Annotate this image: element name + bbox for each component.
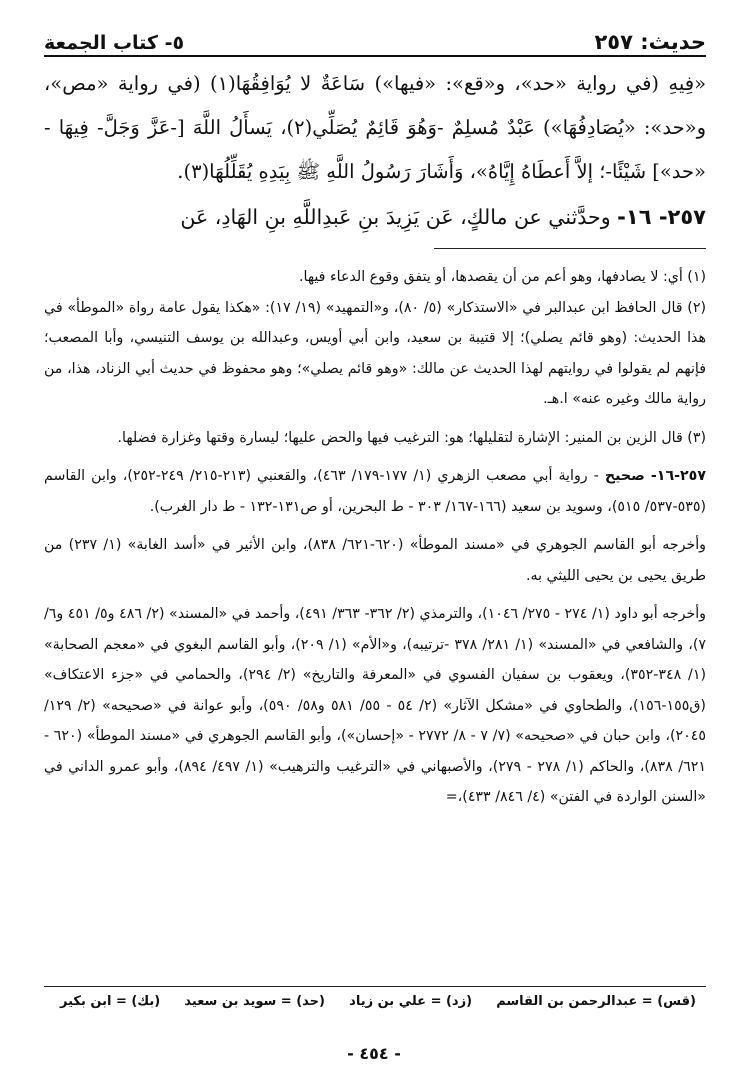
takhrij-para2: وأخرجه أبو القاسم الجوهري في «مسند الموطأ» (٦٢٠-٦٢١/ ٨٣٨)، وابن الأثير في «أسد الغابة» (١/ ٢٣٧) من طريق يحيى بن يحيى الليثي به. xyxy=(44,537,707,584)
abbreviations-legend xyxy=(60,994,696,1022)
abbr-zd: (زد) = علي بن زياد xyxy=(349,994,473,1009)
hadith-isnad: وحدَّثني عن مالكٍ، عَن يَزِيدَ بنِ عَبدِاللَّهِ بنِ الهَادِ، عَن xyxy=(180,205,611,229)
abbr-hd: (حد) = سويد بن سعيد xyxy=(184,994,325,1009)
page-number: - ٤٥٤ - xyxy=(347,1044,401,1063)
footnote-1: (١) أي: لا يصادفها، وهو أعم من أن يقصدها، أو يتفق وقوع الدعاء فيها. xyxy=(299,269,706,285)
hadith-text-para2 xyxy=(44,195,706,239)
takhrij-para3: وأخرجه أبو داود (١/ ٢٧٤ - ٢٧٥/ ١٠٤٦)، والترمذي (٢/ ٣٦٢- ٣٦٣/ ٤٩١)، وأحمد في «المسند» (٢/ ٤٨٦ و٥/ ٤٥١ و٦/ ٧)، والشافعي في «المسند» (١/ ٢٨١/ ٣٧٨ -ترتيبه)، و«الأم» (١/ ٢٠٩)، وأبو القاسم البغوي في «معجم الصحابة» (١/ ٣٤٨-٣٥٢)، ويعقوب بن سفيان الفسوي في «المعرفة والتاريخ» (٢/ ٢٩٤)، والحمامي في «جزء الاعتكاف» (ق١٥٥-١٥٦)، والطحاوي في «مشكل الآثار» (٢/ ٥٤ - ٥٥/ ٥٨١ و٥٨/ ٥٩٠)، وأبو عوانة في «صحيحه» (٢/ ١٢٩/ ٢٠٤٥)، وابن حبان في «صحيحه» (٧/ ٧ - ٨/ ٢٧٧٢ - «إحسان»)، وأبو القاسم الجوهري في «مسند الموطأ» (٦٢٠ - ٦٢١/ ٨٣٨)، والحاكم (١/ ٢٧٨ - ٢٧٩)، والأصبهاني في «الترغيب والترهيب» (١/ ٤٩٧/ ٨٩٤)، وأبو عمرو الداني في «السنن الواردة في الفتن» (٤/ ٨٤٦/ ٤٣٣)،= xyxy=(44,606,707,805)
header-divider xyxy=(44,55,706,57)
takhrij-sources-1: - رواية أبي مصعب الزهري (١/ ١٧٧-١٧٩/ ٤٦٣)، والقعنبي (٢١٣-٢١٥/ ٢٤٩-٢٥٢)، وابن القاسم (٥٣٥-٥٣٧/ ٥١٥)، وسويد بن سعيد (١٦٦-١٦٧/ ٣٠٣ - ط البحرين، أو ص١٣١-١٣٢ - ط دار الغرب). xyxy=(44,468,706,515)
footnotes-section xyxy=(44,262,706,813)
footnote-2: (٢) قال الحافظ ابن عبدالبر في «الاستذكار» (٥/ ٨٠)، و«التمهيد» (١٩/ ١٧): «هكذا يقول عامة رواة «الموطأ» في هذا الحديث: (وهو قائم يصلي)؛ إلا قتيبة بن سعيد، وابن أبي أويس، وعبدالله بن يوسف التنيسي، وأبا المصعب؛ فإنهم لم يقولوا في روايتهم لهذا الحديث عن مالك: «وهو قائم يصلي»؛ وهو محفوظ في حديث أبي الزناد، هذا، من رواية مالك وغيره عنه» ا.هـ. xyxy=(44,299,707,407)
hadith-number: ٢٥٧- ١٦- xyxy=(617,205,706,229)
hadith-number-label: حديث: ٢٥٧ xyxy=(594,30,706,54)
abbr-qs: (قس) = عبدالرحمن بن القاسم xyxy=(496,994,696,1009)
takhrij-grade: صحيح xyxy=(604,468,645,484)
abbr-bk: (بك) = ابن بكير xyxy=(60,994,161,1009)
footnote-3: (٣) قال الزين بن المنير: الإشارة لتقليلها؛ هو: الترغيب فيها والحض عليها؛ ليسارة وقتها وغزارة فضلها. xyxy=(117,429,706,446)
book-title: ٥- كتاب الجمعة xyxy=(44,32,185,54)
abbreviations-divider xyxy=(44,986,706,987)
takhrij-para1 xyxy=(44,461,706,522)
footnote-separator xyxy=(434,248,706,249)
page-header xyxy=(44,14,706,54)
takhrij-number: ٢٥٧-١٦- xyxy=(650,468,706,484)
main-text xyxy=(44,62,706,239)
hadith-text-para1: «فِيهِ (في رواية «حد»، و«قع»: «فيها») سَاعَةٌ لا يُوَافِقُهَا(١) (في رواية «مص»، و«حد»: «يُصَادِفُهَا») عَبْدٌ مُسلِمٌ -وَهُوَ قَائِمٌ يُصَلِّي(٢)، يَسأَلُ اللَّهَ [-عَزَّ وَجَلَّ- فِيهَا - «حد»] شَيْئًا-؛ إلاَّ أَعطَاهُ إِيَّاهُ»، وَأَشَارَ رَسُولُ اللَّهِ ﷺ بِيَدِهِ يُقَلِّلُهَا(٣). xyxy=(44,72,706,183)
